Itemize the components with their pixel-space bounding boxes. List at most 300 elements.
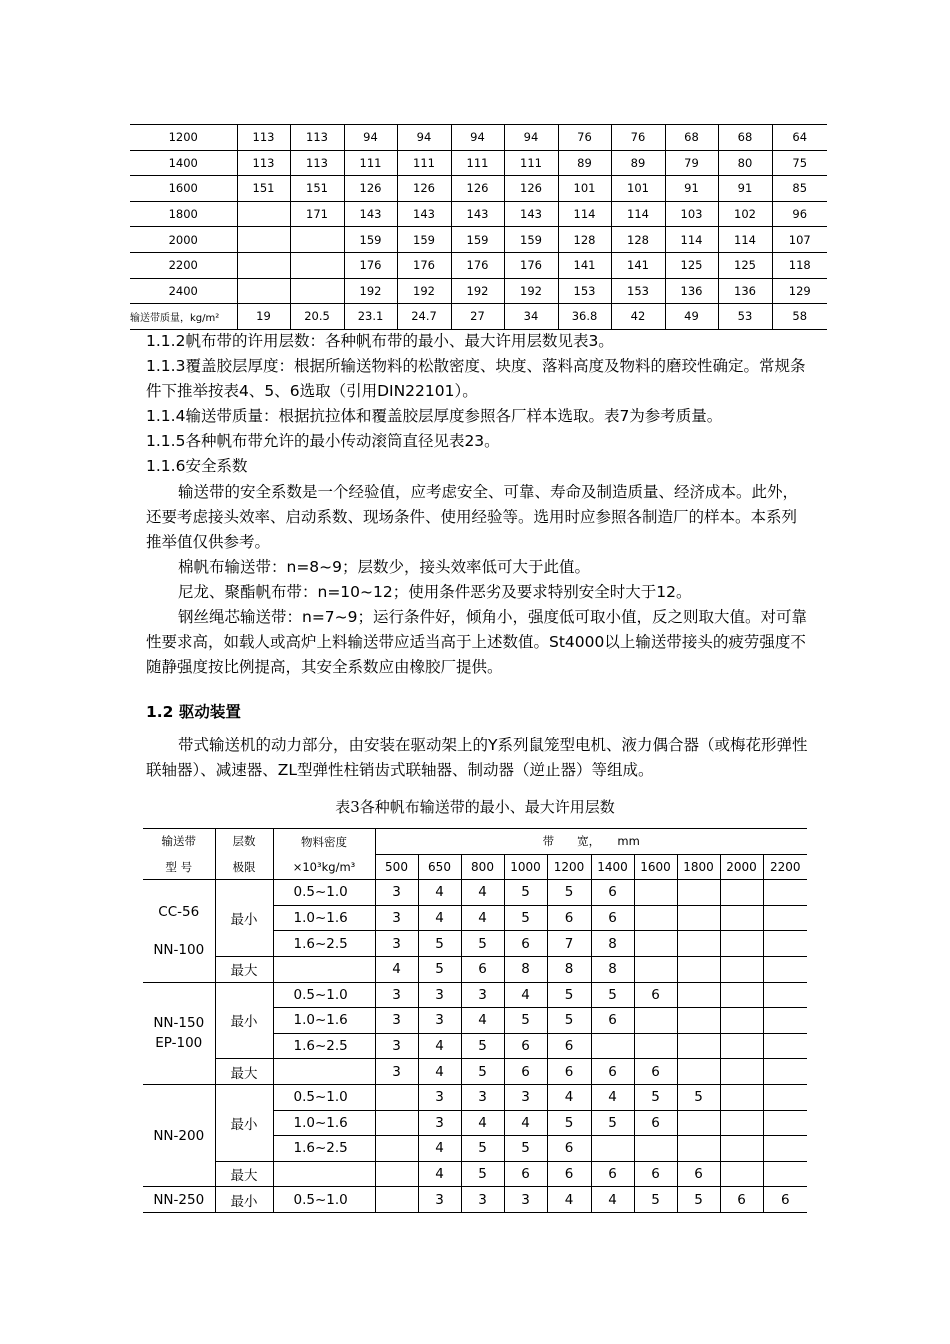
weight-cell: 153 <box>611 278 665 304</box>
belt-type-header <box>143 829 215 880</box>
weight-cell: 103 <box>665 201 718 227</box>
weight-cell: 136 <box>665 278 718 304</box>
weight-cell: 114 <box>611 201 665 227</box>
width-header: 1400 <box>591 854 634 880</box>
bandwidth-header: 带 宽， mm <box>375 829 807 855</box>
layer-cell: 6 <box>547 1136 591 1162</box>
weight-row <box>130 278 827 304</box>
weight-cell: 113 <box>290 150 344 176</box>
width-header: 1200 <box>547 854 591 880</box>
layer-cell <box>763 1033 807 1059</box>
layer-cell: 5 <box>504 880 547 906</box>
layer-cell: 4 <box>547 1187 591 1213</box>
weight-cell: 192 <box>504 278 558 304</box>
layer-cell <box>720 1161 763 1187</box>
weight-row <box>130 227 827 253</box>
layer-cell: 5 <box>547 1110 591 1136</box>
layer-cell: 5 <box>461 1136 504 1162</box>
mass-row <box>130 304 827 330</box>
weight-row <box>130 176 827 202</box>
layer-cell <box>375 1084 418 1110</box>
table-row <box>143 1161 807 1187</box>
weight-cell: 114 <box>718 227 772 253</box>
safety-intro: 输送带的安全系数是一个经验值，应考虑安全、可靠、寿命及制造质量、经济成本。此外，还要考虑接头效率、启动系数、现场条件、使用经验等。选用时应参照各制造厂的样本。本系列推举值仅供参考。 <box>146 482 799 551</box>
layer-cell <box>634 880 677 906</box>
layer-limit-header-2: 极限 <box>232 860 256 875</box>
weight-cell: 128 <box>611 227 665 253</box>
layer-cell: 3 <box>504 1187 547 1213</box>
layer-cell <box>720 1084 763 1110</box>
width-header: 1800 <box>677 854 720 880</box>
weight-cell <box>290 278 344 304</box>
density-cell: 1.0~1.6 <box>273 1110 375 1136</box>
layer-cell: 6 <box>634 982 677 1008</box>
layer-cell <box>677 880 720 906</box>
density-header-2: ×10³kg/m³ <box>292 860 356 875</box>
layer-cell <box>720 982 763 1008</box>
weight-cell: 176 <box>397 252 451 278</box>
weight-cell <box>237 252 290 278</box>
layer-cell: 4 <box>591 1187 634 1213</box>
weight-cell: 136 <box>718 278 772 304</box>
max-limit-cell: 最大 <box>215 956 273 982</box>
layer-cell: 3 <box>418 1110 461 1136</box>
layer-cell: 3 <box>418 1008 461 1034</box>
table-row <box>143 982 807 1008</box>
weight-cell: 91 <box>665 176 718 202</box>
width-header: 500 <box>375 854 418 880</box>
layer-cell: 4 <box>461 1110 504 1136</box>
weight-cell: 111 <box>451 150 504 176</box>
layer-cell: 3 <box>375 905 418 931</box>
density-cell: 1.6~2.5 <box>273 931 375 957</box>
layer-cell: 6 <box>547 1033 591 1059</box>
layer-cell: 8 <box>591 956 634 982</box>
layer-cell: 4 <box>504 982 547 1008</box>
belt-type-stack <box>143 1128 215 1144</box>
layer-cell: 3 <box>418 1084 461 1110</box>
weight-cell: 113 <box>237 125 290 151</box>
belt-type-stack <box>143 1192 215 1208</box>
layer-cell: 5 <box>418 956 461 982</box>
layer-cell: 5 <box>461 1033 504 1059</box>
para-1-1-2: 1.1.2帆布带的许用层数：各种帆布带的最小、最大许用层数见表3。 <box>146 332 614 350</box>
layer-cell: 6 <box>591 1161 634 1187</box>
weight-cell: 68 <box>665 125 718 151</box>
layer-cell: 6 <box>634 1110 677 1136</box>
weight-cell: 101 <box>611 176 665 202</box>
layer-cell <box>591 1033 634 1059</box>
layer-cell: 5 <box>634 1187 677 1213</box>
body-text <box>146 329 812 680</box>
layer-cell <box>677 931 720 957</box>
weight-cell: 91 <box>718 176 772 202</box>
belt-type-cell <box>143 1084 215 1186</box>
layer-cell <box>634 956 677 982</box>
layer-cell <box>677 982 720 1008</box>
layer-cell <box>375 1161 418 1187</box>
layer-cell <box>763 1110 807 1136</box>
layer-cell: 4 <box>418 1033 461 1059</box>
layer-cell: 4 <box>418 905 461 931</box>
mass-cell: 53 <box>718 304 772 330</box>
layer-cell: 3 <box>375 1059 418 1085</box>
weight-cell: 94 <box>451 125 504 151</box>
cotton-belt-note: 棉帆布输送带：n=8~9；层数少，接头效率低可大于此值。 <box>178 557 591 576</box>
layer-cell: 5 <box>461 931 504 957</box>
density-cell: 1.6~2.5 <box>273 1033 375 1059</box>
layer-cell: 4 <box>591 1084 634 1110</box>
density-cell: 0.5~1.0 <box>273 1084 375 1110</box>
layer-cell <box>634 931 677 957</box>
weight-cell: 64 <box>772 125 827 151</box>
layer-cell: 5 <box>504 905 547 931</box>
layer-cell: 4 <box>418 1161 461 1187</box>
layer-cell: 6 <box>677 1161 720 1187</box>
layer-cell <box>763 1161 807 1187</box>
belt-weight-table <box>130 124 827 330</box>
width-header: 1600 <box>634 854 677 880</box>
weight-cell: 141 <box>611 252 665 278</box>
weight-cell: 114 <box>558 201 611 227</box>
density-header <box>273 829 375 880</box>
width-header: 650 <box>418 854 461 880</box>
layer-cell <box>763 956 807 982</box>
para-1-1-5: 1.1.5各种帆布带允许的最小传动滚筒直径见表23。 <box>146 432 500 451</box>
weight-cell: 2000 <box>130 227 237 253</box>
weight-cell: 159 <box>397 227 451 253</box>
density-header-1: 物料密度 <box>301 835 347 850</box>
density-cell: 0.5~1.0 <box>273 982 375 1008</box>
weight-cell: 113 <box>237 150 290 176</box>
weight-cell <box>290 252 344 278</box>
layer-cell: 8 <box>591 931 634 957</box>
layer-cell: 6 <box>591 880 634 906</box>
width-header: 2000 <box>720 854 763 880</box>
weight-cell <box>290 227 344 253</box>
mass-cell: 24.7 <box>397 304 451 330</box>
mass-cell: 49 <box>665 304 718 330</box>
layer-cell: 6 <box>591 1008 634 1034</box>
layer-cell: 3 <box>375 880 418 906</box>
mass-cell: 34 <box>504 304 558 330</box>
belt-type-stack <box>143 904 215 958</box>
mass-cell: 42 <box>611 304 665 330</box>
layer-cell <box>763 880 807 906</box>
mass-cell: 27 <box>451 304 504 330</box>
layer-limit-header <box>215 829 273 880</box>
weight-cell: 85 <box>772 176 827 202</box>
density-cell: 1.0~1.6 <box>273 1008 375 1034</box>
steel-cord-note: 钢丝绳芯输送带：n=7~9；运行条件好，倾角小，强度低可取小值，反之则取大值。对可靠性要求高，如载人或高炉上料输送带应适当高于上述数值。St4000以上输送带接头的疲劳强度不随静强度按比例提高，其安全系数应由橡胶厂提供。 <box>146 608 808 677</box>
layer-cell: 7 <box>547 931 591 957</box>
layer-cell <box>375 1136 418 1162</box>
layer-cell: 3 <box>375 1008 418 1034</box>
layer-cell <box>634 905 677 931</box>
layer-cell: 6 <box>634 1161 677 1187</box>
drive-intro: 带式输送机的动力部分，由安装在驱动架上的Y系列鼠笼型电机、液力偶合器（或梅花形弹性联轴器）、减速器、ZL型弹性柱销齿式联轴器、制动器（逆止器）等组成。 <box>146 736 808 779</box>
layer-cell <box>763 1059 807 1085</box>
layer-cell: 5 <box>504 1008 547 1034</box>
table-row <box>143 1084 807 1110</box>
density-cell-empty <box>273 1161 375 1187</box>
density-cell-empty <box>273 1059 375 1085</box>
layer-cell <box>677 1008 720 1034</box>
mass-cell: 20.5 <box>290 304 344 330</box>
layer-cell <box>677 1110 720 1136</box>
layer-cell <box>720 931 763 957</box>
layer-cell <box>720 1136 763 1162</box>
layer-cell: 5 <box>677 1084 720 1110</box>
layer-cell <box>677 956 720 982</box>
min-limit-cell: 最小 <box>215 880 273 957</box>
weight-cell: 89 <box>558 150 611 176</box>
mass-cell: 36.8 <box>558 304 611 330</box>
layer-cell: 6 <box>547 1161 591 1187</box>
weight-cell: 111 <box>397 150 451 176</box>
table3-header-row-1 <box>143 829 807 855</box>
layer-cell: 4 <box>461 905 504 931</box>
weight-cell: 176 <box>504 252 558 278</box>
layer-cell <box>634 1136 677 1162</box>
layer-cell: 5 <box>547 1008 591 1034</box>
layer-cell: 4 <box>418 1059 461 1085</box>
layer-cell: 4 <box>547 1084 591 1110</box>
layer-cell <box>677 1033 720 1059</box>
weight-cell: 96 <box>772 201 827 227</box>
layer-cell <box>677 1059 720 1085</box>
weight-cell: 89 <box>611 150 665 176</box>
layer-cell: 3 <box>418 982 461 1008</box>
layer-cell <box>677 1136 720 1162</box>
width-header: 1000 <box>504 854 547 880</box>
para-1-1-4: 1.1.4输送带质量：根据抗拉体和覆盖胶层厚度参照各厂样本选取。表7为参考质量。 <box>146 407 723 426</box>
mass-cell: 23.1 <box>344 304 397 330</box>
belt-type-header-2: 型 号 <box>165 860 193 875</box>
layer-cell: 3 <box>461 1084 504 1110</box>
layer-cell <box>720 1008 763 1034</box>
weight-cell: 1400 <box>130 150 237 176</box>
weight-cell: 192 <box>397 278 451 304</box>
layer-cell: 6 <box>504 1161 547 1187</box>
weight-row <box>130 150 827 176</box>
belt-type: NN-150 <box>153 1015 205 1032</box>
mass-cell: 58 <box>772 304 827 330</box>
layer-cell <box>720 1033 763 1059</box>
layer-cell: 5 <box>547 880 591 906</box>
weight-cell: 128 <box>558 227 611 253</box>
weight-cell <box>237 278 290 304</box>
weight-cell: 153 <box>558 278 611 304</box>
layer-cell <box>634 1033 677 1059</box>
para-1-1-3: 1.1.3覆盖胶层厚度：根据所输送物料的松散密度、块度、落料高度及物料的磨珓性确定。常规条件下推举按表4、5、6选取（引用DIN22101）。 <box>146 357 806 401</box>
layer-cell: 6 <box>591 905 634 931</box>
layer-cell <box>763 982 807 1008</box>
table-row <box>143 880 807 906</box>
weight-cell: 1800 <box>130 201 237 227</box>
layer-cell: 8 <box>547 956 591 982</box>
belt-type: NN-250 <box>153 1191 205 1208</box>
layer-cell: 4 <box>418 1136 461 1162</box>
layer-cell: 6 <box>547 905 591 931</box>
layer-cell: 3 <box>375 1033 418 1059</box>
table-row <box>143 1187 807 1213</box>
layer-cell <box>375 1110 418 1136</box>
nylon-belt-note: 尼龙、聚酯帆布带：n=10~12；使用条件恶劣及要求特别安全时大于12。 <box>178 582 692 601</box>
weight-cell: 75 <box>772 150 827 176</box>
weight-cell: 118 <box>772 252 827 278</box>
weight-cell: 111 <box>504 150 558 176</box>
layer-cell: 8 <box>504 956 547 982</box>
weight-cell: 94 <box>397 125 451 151</box>
layer-cell: 3 <box>375 931 418 957</box>
belt-type: NN-100 <box>153 941 205 958</box>
layer-cell: 6 <box>591 1059 634 1085</box>
density-cell: 1.0~1.6 <box>273 905 375 931</box>
layer-cell: 5 <box>461 1161 504 1187</box>
weight-cell: 176 <box>451 252 504 278</box>
layer-cell: 3 <box>461 982 504 1008</box>
layer-cell <box>720 1110 763 1136</box>
width-header: 2200 <box>763 854 807 880</box>
weight-row <box>130 201 827 227</box>
weight-cell: 111 <box>344 150 397 176</box>
weight-cell: 79 <box>665 150 718 176</box>
weight-row <box>130 252 827 278</box>
layer-cell <box>763 1084 807 1110</box>
weight-cell <box>237 201 290 227</box>
layer-cell <box>763 931 807 957</box>
weight-cell: 2400 <box>130 278 237 304</box>
layer-limit-header-1: 层数 <box>232 834 256 849</box>
weight-cell: 151 <box>290 176 344 202</box>
table-row <box>143 1059 807 1085</box>
weight-cell: 107 <box>772 227 827 253</box>
density-cell: 1.6~2.5 <box>273 1136 375 1162</box>
weight-cell: 192 <box>344 278 397 304</box>
weight-cell: 126 <box>504 176 558 202</box>
width-header: 800 <box>461 854 504 880</box>
weight-cell: 129 <box>772 278 827 304</box>
layer-cell: 3 <box>418 1187 461 1213</box>
weight-cell: 125 <box>718 252 772 278</box>
layer-cell <box>720 880 763 906</box>
layer-cell: 6 <box>634 1059 677 1085</box>
weight-cell: 159 <box>344 227 397 253</box>
weight-cell: 94 <box>344 125 397 151</box>
layer-cell: 4 <box>461 1008 504 1034</box>
belt-type-header-1: 输送带 <box>161 834 196 849</box>
weight-cell: 143 <box>397 201 451 227</box>
layer-cell: 5 <box>418 931 461 957</box>
layer-cell <box>720 1059 763 1085</box>
density-cell: 0.5~1.0 <box>273 880 375 906</box>
layer-cell: 4 <box>375 956 418 982</box>
layer-cell: 6 <box>763 1187 807 1213</box>
belt-type: EP-100 <box>155 1035 203 1052</box>
weight-cell: 143 <box>504 201 558 227</box>
layer-cell: 6 <box>504 1059 547 1085</box>
belt-type: CC-56 <box>158 903 200 920</box>
belt-type-cell <box>143 880 215 982</box>
belt-type-cell <box>143 1187 215 1213</box>
weight-cell <box>237 227 290 253</box>
weight-cell: 151 <box>237 176 290 202</box>
layer-cell <box>591 1136 634 1162</box>
layer-cell <box>634 1008 677 1034</box>
table-row <box>143 956 807 982</box>
weight-cell: 125 <box>665 252 718 278</box>
layer-cell: 4 <box>461 880 504 906</box>
belt-type-cell <box>143 982 215 1084</box>
layer-cell <box>720 905 763 931</box>
weight-cell: 114 <box>665 227 718 253</box>
weight-cell: 1200 <box>130 125 237 151</box>
table3-caption: 表3各种帆布输送带的最小、最大许用层数 <box>335 798 615 816</box>
weight-cell: 171 <box>290 201 344 227</box>
weight-cell: 126 <box>451 176 504 202</box>
layer-cell: 5 <box>591 1110 634 1136</box>
layer-limit-table <box>143 828 807 1213</box>
layer-cell: 5 <box>677 1187 720 1213</box>
mass-cell: 19 <box>237 304 290 330</box>
layer-cell: 5 <box>634 1084 677 1110</box>
mass-row-label: 输送带质量，kg/m² <box>130 304 237 330</box>
weight-cell: 1600 <box>130 176 237 202</box>
weight-row <box>130 125 827 151</box>
layer-cell: 3 <box>504 1084 547 1110</box>
layer-cell <box>677 905 720 931</box>
weight-cell: 143 <box>451 201 504 227</box>
layer-cell: 6 <box>547 1059 591 1085</box>
max-limit-cell: 最大 <box>215 1059 273 1085</box>
max-limit-cell: 最大 <box>215 1161 273 1187</box>
layer-cell: 4 <box>418 880 461 906</box>
weight-cell: 176 <box>344 252 397 278</box>
density-cell-empty <box>273 956 375 982</box>
weight-cell: 192 <box>451 278 504 304</box>
min-limit-cell: 最小 <box>215 1084 273 1161</box>
weight-cell: 2200 <box>130 252 237 278</box>
belt-type: NN-200 <box>153 1127 205 1144</box>
layer-cell <box>763 1136 807 1162</box>
layer-cell <box>763 905 807 931</box>
layer-cell: 5 <box>504 1136 547 1162</box>
min-limit-cell: 最小 <box>215 982 273 1059</box>
layer-cell <box>763 1008 807 1034</box>
weight-cell: 102 <box>718 201 772 227</box>
layer-cell: 6 <box>720 1187 763 1213</box>
weight-cell: 141 <box>558 252 611 278</box>
layer-cell: 6 <box>504 1033 547 1059</box>
weight-cell: 126 <box>344 176 397 202</box>
layer-cell: 5 <box>547 982 591 1008</box>
weight-cell: 159 <box>451 227 504 253</box>
density-cell: 0.5~1.0 <box>273 1187 375 1213</box>
layer-cell: 3 <box>461 1187 504 1213</box>
layer-cell: 6 <box>504 931 547 957</box>
weight-cell: 101 <box>558 176 611 202</box>
weight-cell: 159 <box>504 227 558 253</box>
belt-type-stack <box>143 1015 215 1051</box>
section-heading: 1.2 驱动装置 <box>146 703 241 721</box>
weight-cell: 80 <box>718 150 772 176</box>
layer-cell: 6 <box>461 956 504 982</box>
layer-cell: 4 <box>504 1110 547 1136</box>
weight-cell: 94 <box>504 125 558 151</box>
para-1-1-6-heading: 1.1.6安全系数 <box>146 457 248 476</box>
weight-cell: 76 <box>558 125 611 151</box>
